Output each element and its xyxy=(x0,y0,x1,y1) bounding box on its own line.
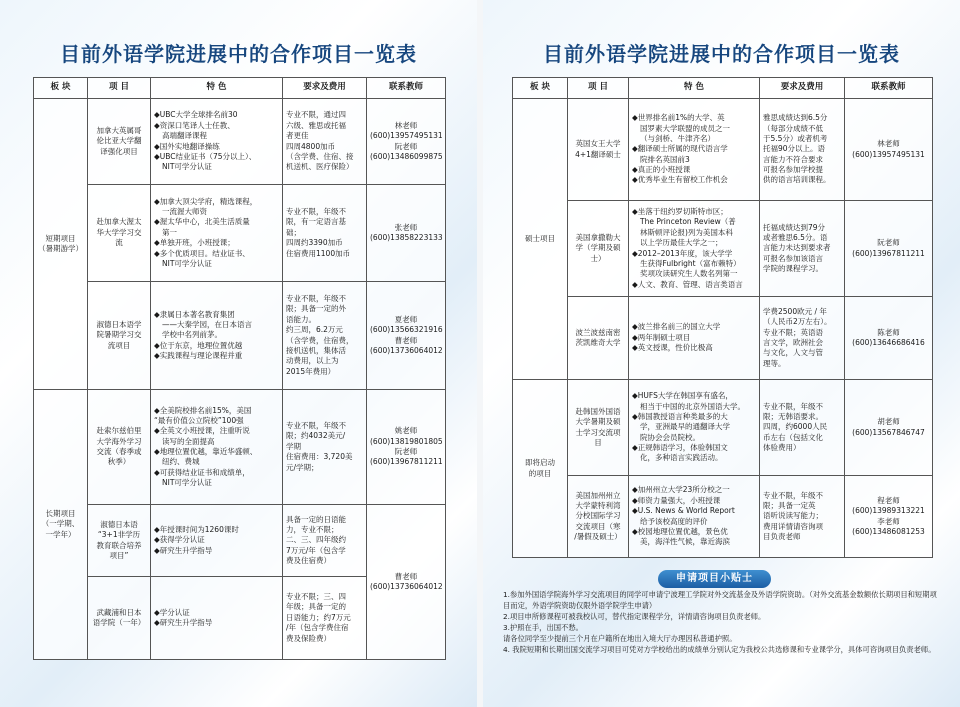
project-cell: 美国拿撒勒大 学（学期及硕 士） xyxy=(568,201,629,297)
features-cell: ◆坐落于纽约罗切斯特市区； The Princeton Review（普 林斯顿评论报)列为美国本科 以上学历最佳大学之一； ◆2012–2013年度，该大学学 生获得Fulbright（富布赖特） 奖项攻读研究生人数名列第一 ◆人文、教育、管理、语言类语言 xyxy=(629,201,760,297)
tip-item: 4. 我院短期和长期出国交流学习项目可凭对方学校给出的成绩单分别认定为我校公共选修课和专业课学分，具体可咨询项目负责老师。 xyxy=(503,644,936,654)
requirements-cell: 专业不限，年级不 限；具备一定的外 语能力。 约三周，6.2万元 （含学费，住宿费， 接机送机，集体活 动费用，以上为 2015年费用） xyxy=(283,282,367,390)
table-header-row xyxy=(34,78,446,99)
contact-cell: 夏老师 (600)13566321916 曹老师 (600)13736064012 xyxy=(367,282,446,390)
table-row xyxy=(513,99,933,201)
requirements-cell: 专业不限，年级不 限；具备一定英 语听说读写能力； 费用详情请咨询项 目负责老师 xyxy=(760,476,845,558)
tips-header: 申请项目小贴士 xyxy=(658,570,771,588)
left-page xyxy=(0,0,477,707)
table-row xyxy=(34,185,446,282)
requirements-cell: 托福成绩达到79分 或者雅思6.5分。语 言能力未达到要求者 可报名参加该语言 学院的课程学习。 xyxy=(760,201,845,297)
features-cell: ◆全美院校排名前15%，美国 “最有价值公立院校”100强 ◆全英文小班授课，注重听说 读写的全面提高 ◆地理位置优越，靠近华盛顿、 纽约、费城 ◆可获得结业证书和成绩单， NIT可学分认证 xyxy=(151,390,283,505)
requirements-cell: 专业不限，年级不 限，有一定语言基 础； 四周约3390加币 住宿费用1100加币 xyxy=(283,185,367,282)
section-cell-masters: 硕士项目 xyxy=(513,99,568,380)
contact-cell: 林老师 (600)13957495131 阮老师 (600)13486099875 xyxy=(367,99,446,185)
table-row xyxy=(513,297,933,380)
contact-cell: 程老师 (600)13989313221 李老师 (600)13486081253 xyxy=(845,476,933,558)
requirements-cell: 专业不限，通过四 六级、雅思或托福 者更佳 四周4800加币 （含学费、住宿、接 机送机、医疗保险） xyxy=(283,99,367,185)
requirements-cell: 专业不限，年级不 限；无韩语要求。 四周，约6000人民 币左右（包括文化 体验费用） xyxy=(760,380,845,476)
requirements-cell: 学费2500欧元 / 年 （人民币2万左右）。 专业不限；英语语 言文学，欧洲社会 与文化，人文与管 理等。 xyxy=(760,297,845,380)
project-cell: 波兰波兹南密 茨凯维奇大学 xyxy=(568,297,629,380)
table-row xyxy=(34,390,446,505)
contact-cell: 张老师 (600)13858223133 xyxy=(367,185,446,282)
section-cell-short-term: 短期项目 （暑期游学） xyxy=(34,99,88,390)
header-features: 特 色 xyxy=(151,78,283,99)
section-cell-long-term: 长期项目 （一学期、 一学年） xyxy=(34,390,88,660)
table-row xyxy=(513,201,933,297)
project-cell: 赴索尔兹伯里 大学海外学习 交流（春季或 秋季） xyxy=(88,390,151,505)
page-title: 目前外语学院进展中的合作项目一览表 xyxy=(543,42,900,66)
tip-item: 2.项目申所修课程可被我校认可，替代指定课程学分，详情请咨询项目负责老师。 xyxy=(503,611,766,621)
contact-cell: 陈老师 (600)13646686416 xyxy=(845,297,933,380)
table-row xyxy=(34,282,446,390)
project-cell: 淑德日本语 “3+1非学历 教育联合培养 项目” xyxy=(88,505,151,577)
contact-cell: 胡老师 (600)13567846747 xyxy=(845,380,933,476)
header-project: 项 目 xyxy=(88,78,151,99)
table-row xyxy=(34,505,446,577)
features-cell: ◆学分认证 ◆研究生升学指导 xyxy=(151,577,283,660)
tip-item: 请各位同学至少提前三个月在户籍所在地出入境大厅办理因私普通护照。 xyxy=(503,633,737,643)
header-project: 项 目 xyxy=(568,78,629,99)
features-cell: ◆HUFS大学在韩国享有盛名， 相当于中国的北京外国语大学。 ◆韩国教授语言种类最多的大 学，亚洲最早的通翻译大学 院协会会员院校。 ◆正规韩语学习，体验韩国文 化，多种语言实践活动。 xyxy=(629,380,760,476)
features-cell: ◆隶属日本著名教育集团 ——大秦学园，在日本语言 学校中名列前茅。 ◆位于东京，地理位置优越 ◆实践课程与理论课程并重 xyxy=(151,282,283,390)
cooperation-table-left xyxy=(33,77,446,660)
tips-list xyxy=(503,590,943,656)
project-cell: 加拿大英属哥 伦比亚大学翻 译强化项目 xyxy=(88,99,151,185)
table-header-row xyxy=(513,78,933,99)
page-title: 目前外语学院进展中的合作项目一览表 xyxy=(60,42,417,66)
header-section: 板 块 xyxy=(34,78,88,99)
tip-item: 3.护照在手，出国不愁。 xyxy=(503,622,583,632)
requirements-cell: 专业不限；三、四 年级；具备一定的 日语能力；约7万元 /年（包含学费住宿 费及保险费） xyxy=(283,577,367,660)
requirements-cell: 专业不限，年级不 限；约4032美元/ 学期 住宿费用：3,720美 元/学期； xyxy=(283,390,367,505)
features-cell: ◆加拿大顶尖学府，精选课程， 一流渥大师资 ◆渥太华中心，北美生活质量 第一 ◆单独开班，小班授课； ◆多个优质项目。结业证书、 NIT可学分认证 xyxy=(151,185,283,282)
features-cell: ◆年授课时间为1260课时 ◆获得学分认证 ◆研究生升学指导 xyxy=(151,505,283,577)
project-cell: 淑德日本语学 院暑期学习交 流项目 xyxy=(88,282,151,390)
project-cell: 赴加拿大渥太 华大学学习交 流 xyxy=(88,185,151,282)
table-row xyxy=(513,476,933,558)
cooperation-table-right xyxy=(512,77,933,558)
project-cell: 武藏浦和日本 语学院（一年） xyxy=(88,577,151,660)
header-features: 特 色 xyxy=(629,78,760,99)
table-row xyxy=(513,380,933,476)
header-section: 板 块 xyxy=(513,78,568,99)
features-cell: ◆世界排名前1%的大学、英 国罗素大学联盟的成员之一 （与剑桥、牛津齐名） ◆翻译硕士所属的现代语言学 院排名英国前3 ◆真正的小班授课 ◆优秀毕业生有留校工作机会 xyxy=(629,99,760,201)
header-contact: 联系教师 xyxy=(845,78,933,99)
project-cell: 赴韩国外国语 大学暑期及硕 士学习交流项 目 xyxy=(568,380,629,476)
section-cell-upcoming: 即将启动 的项目 xyxy=(513,380,568,558)
contact-cell: 林老师 (600)13957495131 xyxy=(845,99,933,201)
project-cell: 英国女王大学 4+1翻译硕士 xyxy=(568,99,629,201)
features-cell: ◆加州州立大学23所分校之一 ◆师资力量强大，小班授课 ◆U.S. News & World Report 给予该校高度的评价 ◆校园地理位置优越，景色优 美，海洋性气候，靠近海滨 xyxy=(629,476,760,558)
project-cell: 美国加州州立 大学蒙特利湾 分校国际学习 交流项目（寒 /暑假及硕士） xyxy=(568,476,629,558)
tip-item: 1.参加外国语学院海外学习交流项目的同学可申请宁波理工学院对外交流基金及外语学院资助。（对外交流基金数额依长期项目和短期项目而定，外语学院资助仅限外语学院学生申请） xyxy=(503,590,937,610)
requirements-cell: 具备一定的日语能 力，专业不限； 二、三、四年级约 7万元/年（包含学 费及住宿费） xyxy=(283,505,367,577)
contact-cell: 阮老师 (600)13967811211 xyxy=(845,201,933,297)
contact-cell: 姚老师 (600)13819801805 阮老师 (600)13967811211 xyxy=(367,390,446,505)
header-contact: 联系教师 xyxy=(367,78,446,99)
features-cell: ◆UBC大学全球排名前30 ◆资深口笔译人士任教、 高端翻译课程 ◆国外实地翻译操练 ◆UBC结业证书（75分以上）、 NIT可学分认证 xyxy=(151,99,283,185)
requirements-cell: 雅思成绩达到6.5分 （每部分成绩不低 于5.5分）或者机考 托福90分以上。语 言能力不符合要求 可报名参加学校提 供的语言培训课程。 xyxy=(760,99,845,201)
header-requirements: 要求及费用 xyxy=(283,78,367,99)
contact-cell-shared: 曹老师 (600)13736064012 xyxy=(367,505,446,660)
table-row xyxy=(34,99,446,185)
header-requirements: 要求及费用 xyxy=(760,78,845,99)
features-cell: ◆波兰排名前三的国立大学 ◆两年制硕士项目 ◆英文授课，性价比极高 xyxy=(629,297,760,380)
